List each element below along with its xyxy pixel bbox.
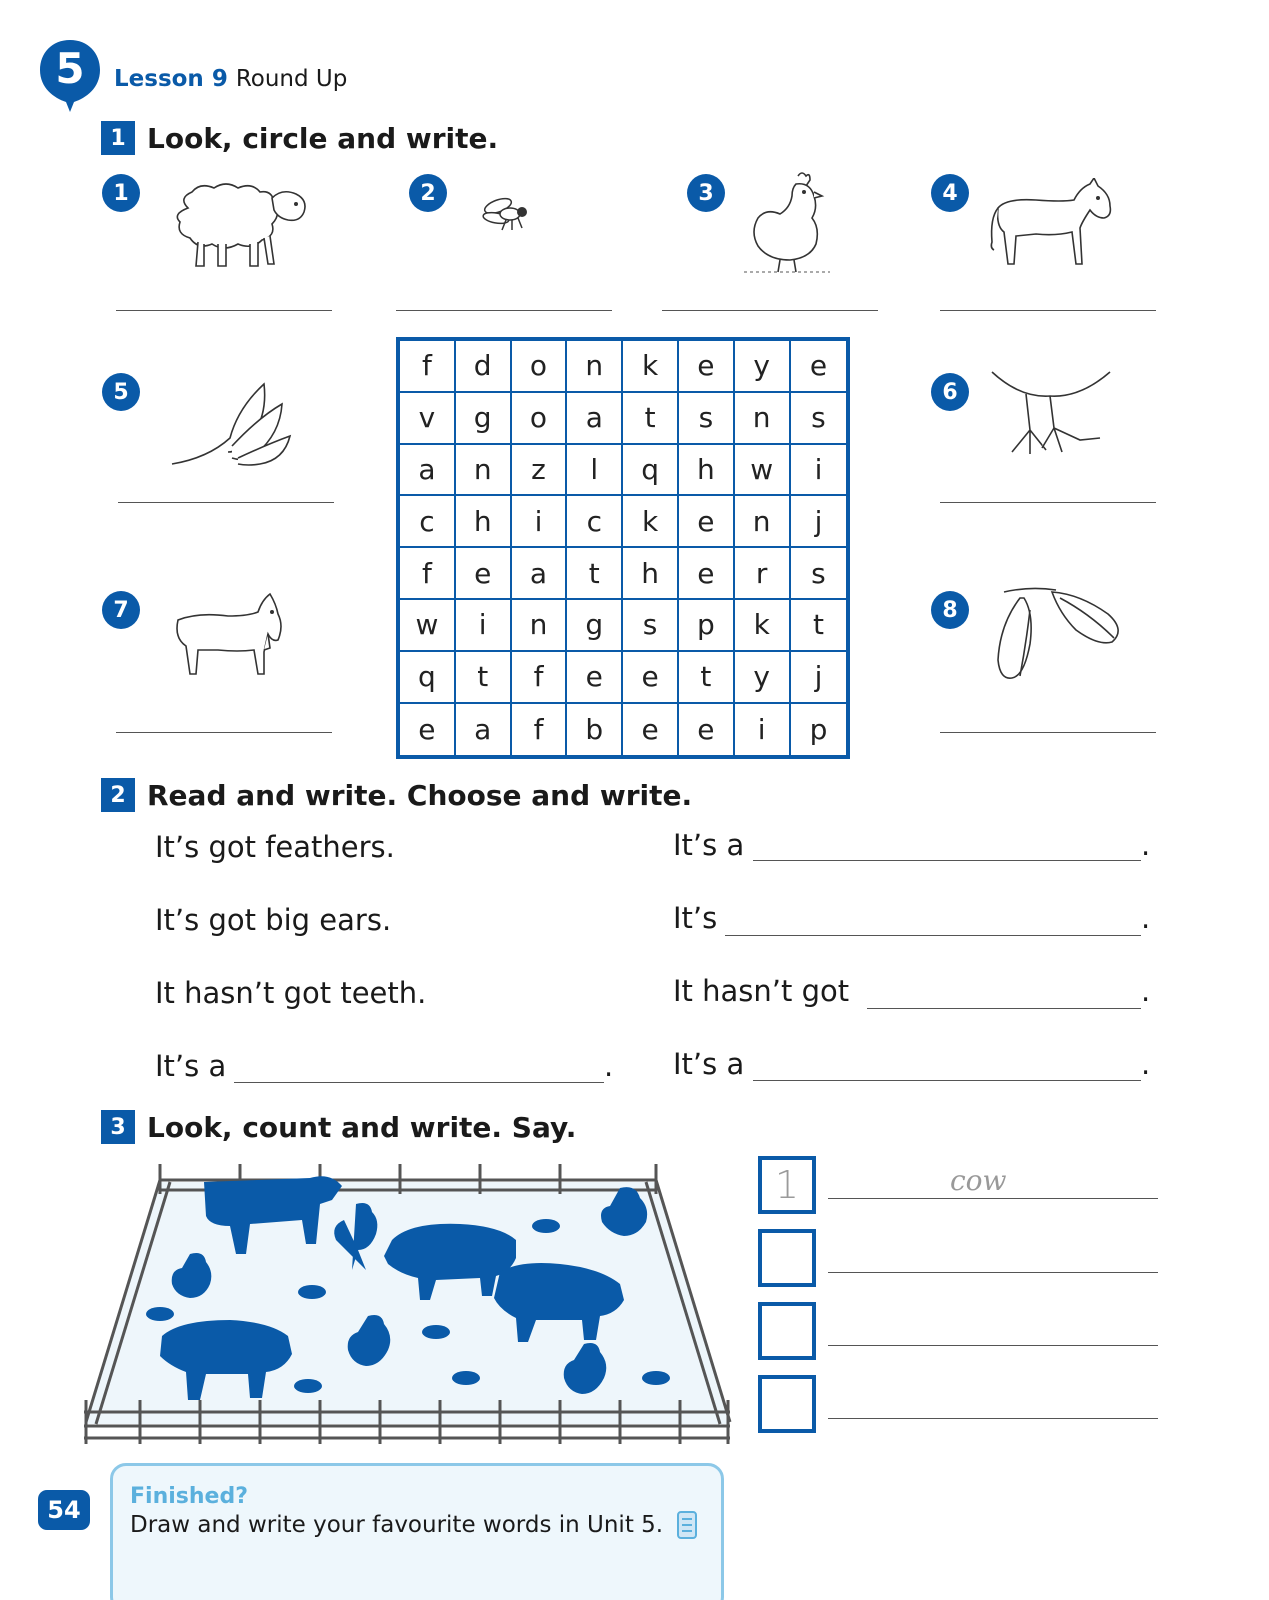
- fly-icon: [480, 194, 536, 234]
- item-number: 4: [931, 174, 969, 212]
- grid-letter[interactable]: y: [735, 341, 791, 393]
- item-number: 8: [931, 591, 969, 629]
- grid-letter[interactable]: y: [735, 652, 791, 704]
- grid-letter[interactable]: e: [567, 652, 623, 704]
- unit-badge: [38, 38, 102, 110]
- grid-letter[interactable]: w: [735, 445, 791, 497]
- grid-letter[interactable]: p: [679, 600, 735, 652]
- grid-letter[interactable]: t: [623, 393, 679, 445]
- grid-letter[interactable]: t: [567, 548, 623, 600]
- count-box[interactable]: 1: [758, 1156, 816, 1214]
- grid-letter[interactable]: n: [512, 600, 568, 652]
- chicken-icon: [740, 168, 836, 280]
- grid-letter[interactable]: a: [400, 445, 456, 497]
- sentence-left: It hasn’t got teeth.: [155, 976, 427, 1010]
- grid-letter[interactable]: i: [456, 600, 512, 652]
- grid-letter[interactable]: h: [456, 496, 512, 548]
- grid-letter[interactable]: e: [791, 341, 847, 393]
- grid-letter[interactable]: e: [679, 704, 735, 756]
- goat-icon: [168, 590, 288, 682]
- feathers-icon: [168, 378, 294, 470]
- sentence-left: It’s got big ears.: [155, 903, 392, 937]
- answer-line[interactable]: [828, 1345, 1158, 1346]
- exercise3-number: 3: [101, 1110, 135, 1144]
- lesson-heading: [114, 66, 347, 92]
- grid-letter[interactable]: t: [456, 652, 512, 704]
- grid-letter[interactable]: e: [623, 652, 679, 704]
- grid-letter[interactable]: r: [735, 548, 791, 600]
- answer-line[interactable]: [662, 310, 878, 311]
- grid-letter[interactable]: a: [456, 704, 512, 756]
- exercise2-heading: [101, 778, 692, 812]
- grid-letter[interactable]: c: [400, 496, 456, 548]
- exercise1-heading: [101, 121, 498, 155]
- wings-icon: [990, 584, 1126, 684]
- grid-letter[interactable]: k: [623, 341, 679, 393]
- grid-letter[interactable]: e: [679, 341, 735, 393]
- grid-letter[interactable]: p: [809, 712, 828, 746]
- finished-text: Draw and write your favourite words in Unit 5.: [130, 1512, 664, 1538]
- grid-letter[interactable]: i: [512, 496, 568, 548]
- grid-letter[interactable]: o: [512, 341, 568, 393]
- period: .: [1141, 901, 1151, 935]
- feet-icon: [990, 368, 1112, 460]
- answer-line[interactable]: [234, 1082, 604, 1083]
- grid-letter[interactable]: e: [623, 704, 679, 756]
- exercise2-number: 2: [101, 778, 135, 812]
- answer-line[interactable]: [940, 732, 1156, 733]
- grid-letter[interactable]: n: [735, 496, 791, 548]
- answer-line[interactable]: [828, 1198, 1158, 1199]
- grid-letter[interactable]: f: [512, 704, 568, 756]
- answer-line[interactable]: [118, 502, 334, 503]
- count-word: cow: [950, 1164, 1007, 1197]
- answer-line[interactable]: [940, 310, 1156, 311]
- sentence-right: It’s a: [673, 828, 745, 862]
- sentence-right: It hasn’t got: [673, 974, 850, 1008]
- grid-letter[interactable]: s: [791, 548, 847, 600]
- grid-letter[interactable]: o: [512, 393, 568, 445]
- grid-letter[interactable]: n: [456, 445, 512, 497]
- sentence-right: It’s: [673, 901, 718, 935]
- grid-letter[interactable]: a: [567, 393, 623, 445]
- answer-line[interactable]: [940, 502, 1156, 503]
- notebook-icon: [676, 1510, 698, 1540]
- exercise2-instruction: Read and write. Choose and write.: [147, 778, 693, 812]
- lesson-number: Lesson 9: [114, 66, 228, 92]
- grid-letter[interactable]: d: [456, 341, 512, 393]
- count-box[interactable]: [758, 1229, 816, 1287]
- grid-letter[interactable]: e: [456, 548, 512, 600]
- period: .: [1141, 828, 1151, 862]
- grid-letter[interactable]: n: [567, 341, 623, 393]
- period: .: [1141, 1047, 1151, 1081]
- exercise3-heading: [101, 1110, 576, 1144]
- grid-letter[interactable]: q: [623, 445, 679, 497]
- grid-letter[interactable]: k: [735, 600, 791, 652]
- donkey-icon: [986, 178, 1114, 270]
- grid-letter[interactable]: t: [791, 600, 847, 652]
- grid-letter[interactable]: f: [512, 652, 568, 704]
- grid-letter[interactable]: f: [400, 341, 456, 393]
- grid-letter[interactable]: a: [512, 548, 568, 600]
- item-number: 7: [102, 591, 140, 629]
- grid-letter[interactable]: t: [679, 652, 735, 704]
- grid-letter[interactable]: e: [679, 548, 735, 600]
- sentence-left: It’s got feathers.: [155, 830, 395, 864]
- grid-letter[interactable]: i: [735, 704, 791, 756]
- grid-letter[interactable]: z: [512, 445, 568, 497]
- sheep-icon: [168, 178, 314, 272]
- grid-letter[interactable]: w: [400, 600, 456, 652]
- grid-letter[interactable]: l: [567, 445, 623, 497]
- unit-number: 5: [55, 44, 85, 93]
- grid-letter[interactable]: h: [679, 445, 735, 497]
- count-box[interactable]: [758, 1375, 816, 1433]
- answer-line[interactable]: [116, 310, 332, 311]
- exercise1-instruction: Look, circle and write.: [147, 121, 499, 155]
- answer-line[interactable]: [828, 1272, 1158, 1273]
- word-search-grid[interactable]: [396, 337, 850, 759]
- grid-letter[interactable]: e: [400, 704, 456, 756]
- item-number: 6: [931, 373, 969, 411]
- grid-letter[interactable]: s: [791, 393, 847, 445]
- answer-line[interactable]: [753, 860, 1141, 861]
- grid-letter[interactable]: s: [623, 600, 679, 652]
- answer-line[interactable]: [396, 310, 612, 311]
- sentence-left: It’s a: [155, 1049, 227, 1083]
- grid-letter[interactable]: e: [679, 496, 735, 548]
- answer-line[interactable]: [753, 1080, 1141, 1081]
- page-number: 54: [38, 1490, 90, 1530]
- item-number: 1: [102, 174, 140, 212]
- grid-letter[interactable]: n: [735, 393, 791, 445]
- item-number: 5: [102, 373, 140, 411]
- grid-letter[interactable]: i: [791, 445, 847, 497]
- finished-title: Finished?: [130, 1484, 248, 1509]
- grid-letter[interactable]: g: [456, 393, 512, 445]
- farmyard-scene: [80, 1160, 736, 1450]
- answer-line[interactable]: [725, 935, 1141, 936]
- grid-letter[interactable]: c: [567, 496, 623, 548]
- grid-letter[interactable]: h: [623, 548, 679, 600]
- exercise3-instruction: Look, count and write. Say.: [147, 1110, 577, 1144]
- grid-letter[interactable]: b: [567, 704, 623, 756]
- grid-letter[interactable]: j: [791, 496, 847, 548]
- lesson-title: Round Up: [235, 66, 348, 92]
- period: .: [604, 1049, 614, 1083]
- period: .: [1141, 974, 1151, 1008]
- grid-letter[interactable]: q: [400, 652, 456, 704]
- grid-letter[interactable]: v: [400, 393, 456, 445]
- item-number: 2: [409, 174, 447, 212]
- count-box[interactable]: [758, 1302, 816, 1360]
- grid-letter[interactable]: j: [791, 652, 847, 704]
- exercise1-number: 1: [101, 121, 135, 155]
- answer-line[interactable]: [116, 732, 332, 733]
- sentence-right: It’s a: [673, 1047, 745, 1081]
- answer-line[interactable]: [867, 1008, 1141, 1009]
- answer-line[interactable]: [828, 1418, 1158, 1419]
- grid-letter[interactable]: g: [567, 600, 623, 652]
- grid-letter[interactable]: k: [623, 496, 679, 548]
- item-number: 3: [687, 174, 725, 212]
- grid-letter[interactable]: s: [679, 393, 735, 445]
- grid-letter[interactable]: f: [400, 548, 456, 600]
